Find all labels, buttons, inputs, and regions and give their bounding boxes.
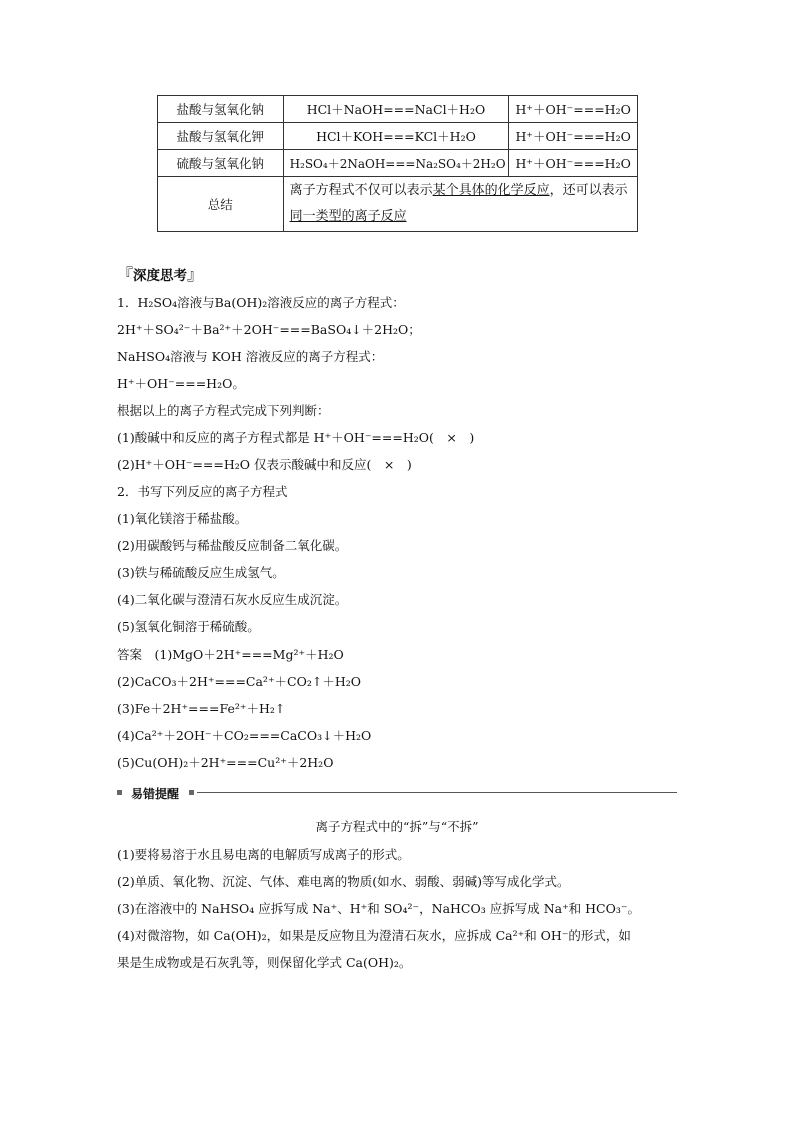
answer-item: (5)Cu(OH)₂＋2H⁺===Cu²⁺＋2H₂O (117, 755, 334, 770)
tip-item: 果是生成物或是石灰乳等，则保留化学式 Ca(OH)₂。 (117, 955, 412, 970)
question-1-intro: 1．H₂SO₄溶液与Ba(OH)₂溶液反应的离子方程式： (117, 295, 405, 310)
reaction-name: 硫酸与氢氧化钠 (158, 150, 284, 177)
summary-label: 总结 (158, 177, 284, 232)
bracket-open: 『 (117, 265, 134, 284)
square-bullet-icon (189, 790, 194, 795)
tip-item: (3)在溶液中的 NaHSO₄ 应拆写成 Na⁺、H⁺和 SO₄²⁻，NaHCO₃ 应拆写成 Na⁺和 HCO₃⁻。 (117, 901, 640, 916)
tip-label: 易错提醒 (131, 787, 180, 801)
table-row-summary (158, 177, 638, 232)
answer-label: 答案 (117, 647, 143, 662)
summary-underline-2: 同一类型的离子反应 (289, 209, 407, 224)
tip-item: (4)对微溶物，如 Ca(OH)₂，如果是反应物且为澄清石灰水，应拆成 Ca²⁺和 OH⁻的形式，如 (117, 928, 631, 943)
ionic-equation: H⁺＋OH⁻===H₂O (509, 150, 638, 177)
question-1-judge: 根据以上的离子方程式完成下列判断： (117, 403, 330, 418)
question-2-intro: 2．书写下列反应的离子方程式 (117, 484, 288, 499)
section-heading (117, 262, 203, 285)
question-2-item: (1)氧化镁溶于稀盐酸。 (117, 511, 248, 526)
tip-item: (2)单质、氧化物、沉淀、气体、难电离的物质(如水、弱酸、弱碱)等写成化学式。 (117, 874, 570, 889)
table-row (158, 150, 638, 177)
question-2-item: (2)用碳酸钙与稀盐酸反应制备二氧化碳。 (117, 538, 348, 553)
question-2-item: (5)氢氧化铜溶于稀硫酸。 (117, 619, 260, 634)
tip-header (117, 786, 677, 800)
question-2-item: (3)铁与稀硫酸反应生成氢气。 (117, 565, 285, 580)
question-1-equation-2: H⁺＋OH⁻===H₂O。 (117, 376, 245, 391)
answer-line-1 (117, 645, 344, 663)
chemical-equation: HCl＋NaOH===NaCl＋H₂O (283, 96, 509, 123)
reaction-table (157, 95, 638, 232)
answer-item: (1)MgO＋2H⁺===Mg²⁺＋H₂O (154, 647, 344, 662)
chemical-equation: H₂SO₄＋2NaOH===Na₂SO₄＋2H₂O (283, 150, 509, 177)
tip-title: 离子方程式中的“拆”与“不拆” (315, 819, 479, 834)
section-title: 深度思考 (133, 268, 188, 284)
answer-item: (3)Fe＋2H⁺===Fe²⁺＋H₂↑ (117, 701, 286, 716)
table-row (158, 96, 638, 123)
reaction-name: 盐酸与氢氧化钠 (158, 96, 284, 123)
ionic-equation: H⁺＋OH⁻===H₂O (509, 123, 638, 150)
ionic-equation: H⁺＋OH⁻===H₂O (509, 96, 638, 123)
summary-text (283, 177, 637, 232)
table-row (158, 123, 638, 150)
chemical-equation: HCl＋KOH===KCl＋H₂O (283, 123, 509, 150)
question-1-intro-2: NaHSO₄溶液与 KOH 溶液反应的离子方程式： (117, 349, 384, 364)
answer-item: (2)CaCO₃＋2H⁺===Ca²⁺＋CO₂↑＋H₂O (117, 674, 362, 689)
square-bullet-icon (117, 790, 122, 795)
summary-part1: 离子方程式不仅可以表示 (289, 183, 433, 198)
summary-underline-1: 某个具体的化学反应 (432, 183, 550, 198)
answer-item: (4)Ca²⁺＋2OH⁻＋CO₂===CaCO₃↓＋H₂O (117, 728, 372, 743)
bracket-close: 』 (187, 265, 204, 284)
tip-item: (1)要将易溶于水且易电离的电解质写成离子的形式。 (117, 847, 410, 862)
reaction-name: 盐酸与氢氧化钾 (158, 123, 284, 150)
judgement-2: (2)H⁺＋OH⁻===H₂O 仅表示酸碱中和反应( × ) (117, 457, 412, 472)
question-1-equation-1: 2H⁺＋SO₄²⁻＋Ba²⁺＋2OH⁻===BaSO₄↓＋2H₂O； (117, 322, 421, 337)
summary-part2: ，还可以表示 (549, 183, 628, 198)
judgement-1: (1)酸碱中和反应的离子方程式都是 H⁺＋OH⁻===H₂O( × ) (117, 430, 475, 445)
divider (197, 792, 677, 793)
question-2-item: (4)二氧化碳与澄清石灰水反应生成沉淀。 (117, 592, 348, 607)
